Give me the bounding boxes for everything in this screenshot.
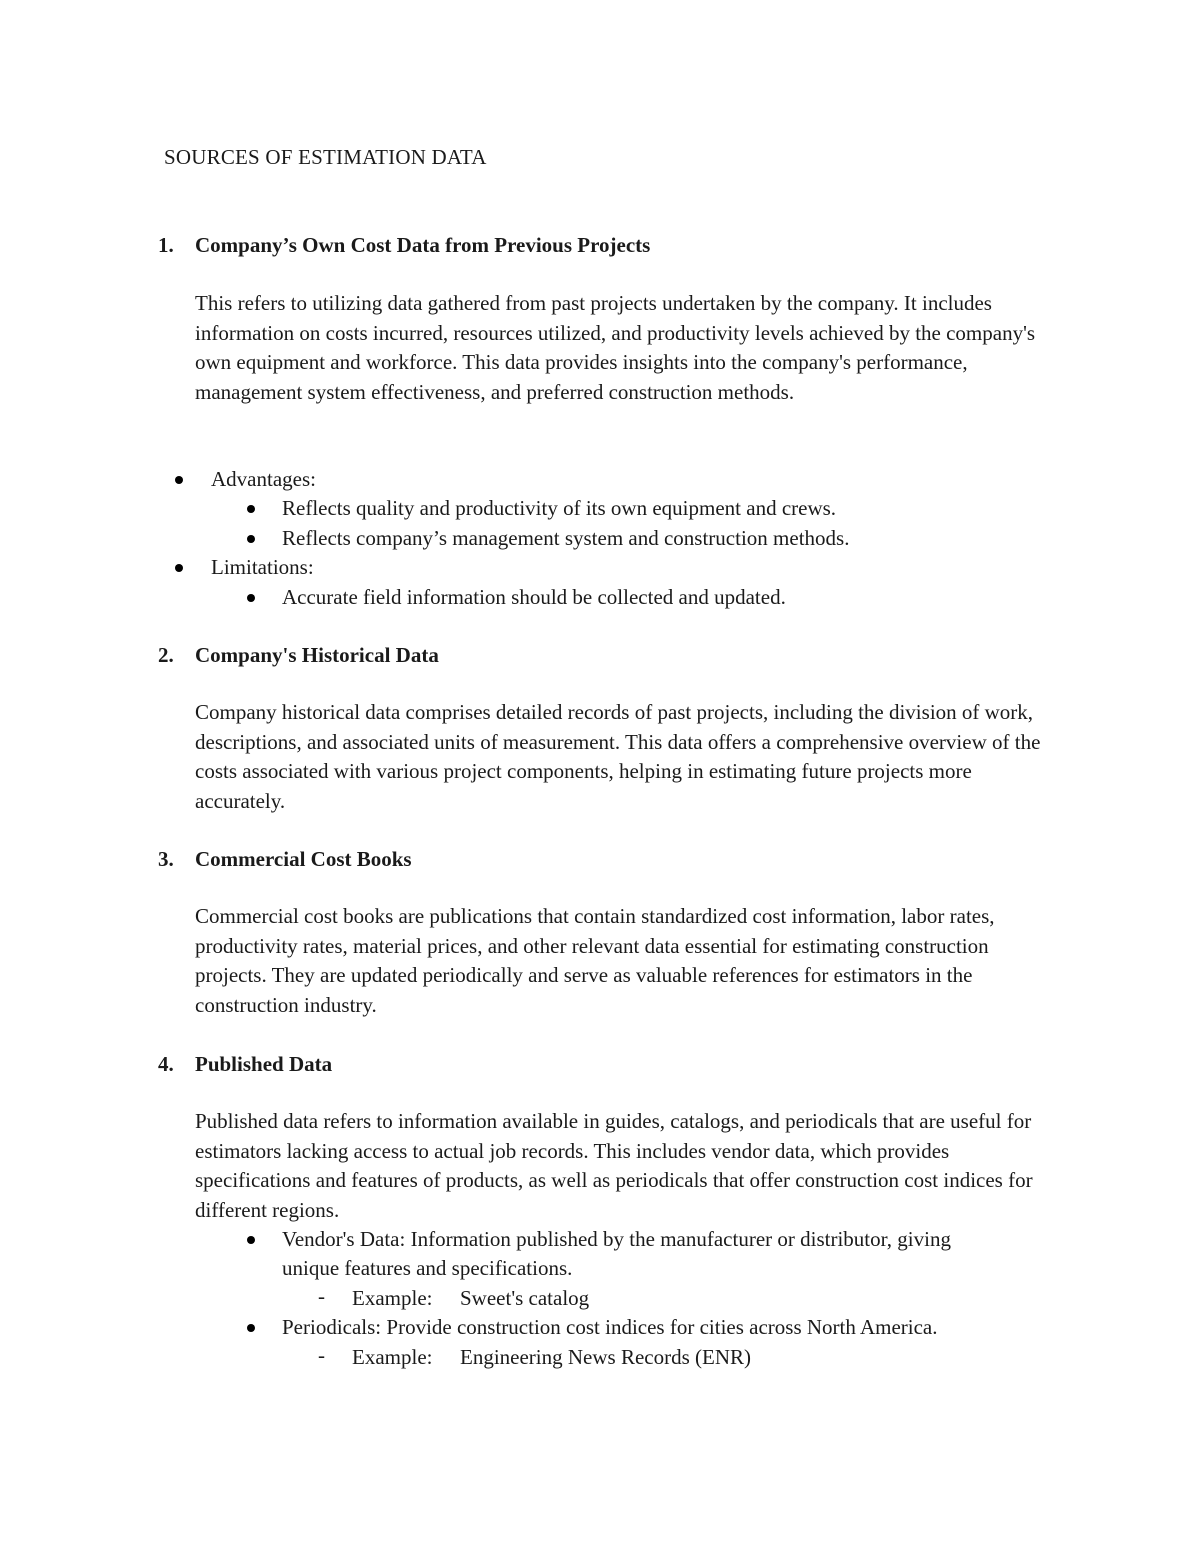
section-heading — [158, 1052, 332, 1077]
advantages-label: Advantages: — [211, 467, 316, 491]
section-title: Commercial Cost Books — [195, 847, 412, 871]
section-number: 2. — [158, 643, 174, 667]
list-item: Periodicals: Provide construction cost indices for cities across North America. — [282, 1315, 938, 1339]
section-body: Commercial cost books are publications that contain standardized cost information, labor rates, productivity rates, material prices, and other relevant data essential for estimating construction projects. They are updated periodically and serve as valuable references for estimators in the construction industry. — [195, 904, 995, 1017]
section-title: Company’s Own Cost Data from Previous Projects — [195, 233, 651, 257]
list-item-continuation: unique features and specifications. — [282, 1256, 573, 1280]
section-heading — [158, 847, 412, 872]
bullet-icon — [247, 1236, 255, 1244]
list-item: Vendor's Data: Information published by the manufacturer or distributor, giving — [282, 1227, 951, 1251]
example-label: Example: — [352, 1345, 433, 1369]
section-number: 3. — [158, 847, 174, 871]
section-body: Company historical data comprises detailed records of past projects, including the division of work, descriptions, and associated units of measurement. This data offers a comprehensive overview of the costs associated with various project components, helping in estimating future projects more accurately. — [195, 700, 1041, 813]
list-item: Reflects company’s management system and construction methods. — [282, 526, 850, 550]
bullet-icon — [247, 1324, 255, 1332]
bullet-icon — [247, 594, 255, 602]
section-body: This refers to utilizing data gathered from past projects undertaken by the company. It includes information on costs incurred, resources utilized, and productivity levels achieved by the company's own equipment and workforce. This data provides insights into the company's performance, management system effectiveness, and preferred construction methods. — [195, 291, 1036, 404]
section-number: 1. — [158, 233, 174, 257]
limitations-label: Limitations: — [211, 555, 314, 579]
bullet-icon — [175, 564, 183, 572]
list-item: Accurate field information should be collected and updated. — [282, 585, 786, 609]
document-title: SOURCES OF ESTIMATION DATA — [164, 145, 487, 169]
section-title: Company's Historical Data — [195, 643, 439, 667]
bullet-icon — [247, 535, 255, 543]
list-item: Reflects quality and productivity of its own equipment and crews. — [282, 496, 837, 520]
section-title: Published Data — [195, 1052, 333, 1076]
section-heading — [158, 643, 439, 668]
example-label: Example: — [352, 1286, 433, 1310]
section-number: 4. — [158, 1052, 174, 1076]
example-value: Engineering News Records (ENR) — [460, 1345, 752, 1369]
example-value: Sweet's catalog — [460, 1286, 590, 1310]
section-heading — [158, 233, 650, 258]
bullet-icon — [175, 476, 183, 484]
dash-icon: - — [318, 1284, 325, 1308]
section-body: Published data refers to information available in guides, catalogs, and periodicals that are useful for estimators lacking access to actual job records. This includes vendor data, which provides specifications and features of products, as well as periodicals that offer construction cost indices for different regions. — [195, 1109, 1033, 1222]
dash-icon: - — [318, 1343, 325, 1367]
bullet-icon — [247, 505, 255, 513]
